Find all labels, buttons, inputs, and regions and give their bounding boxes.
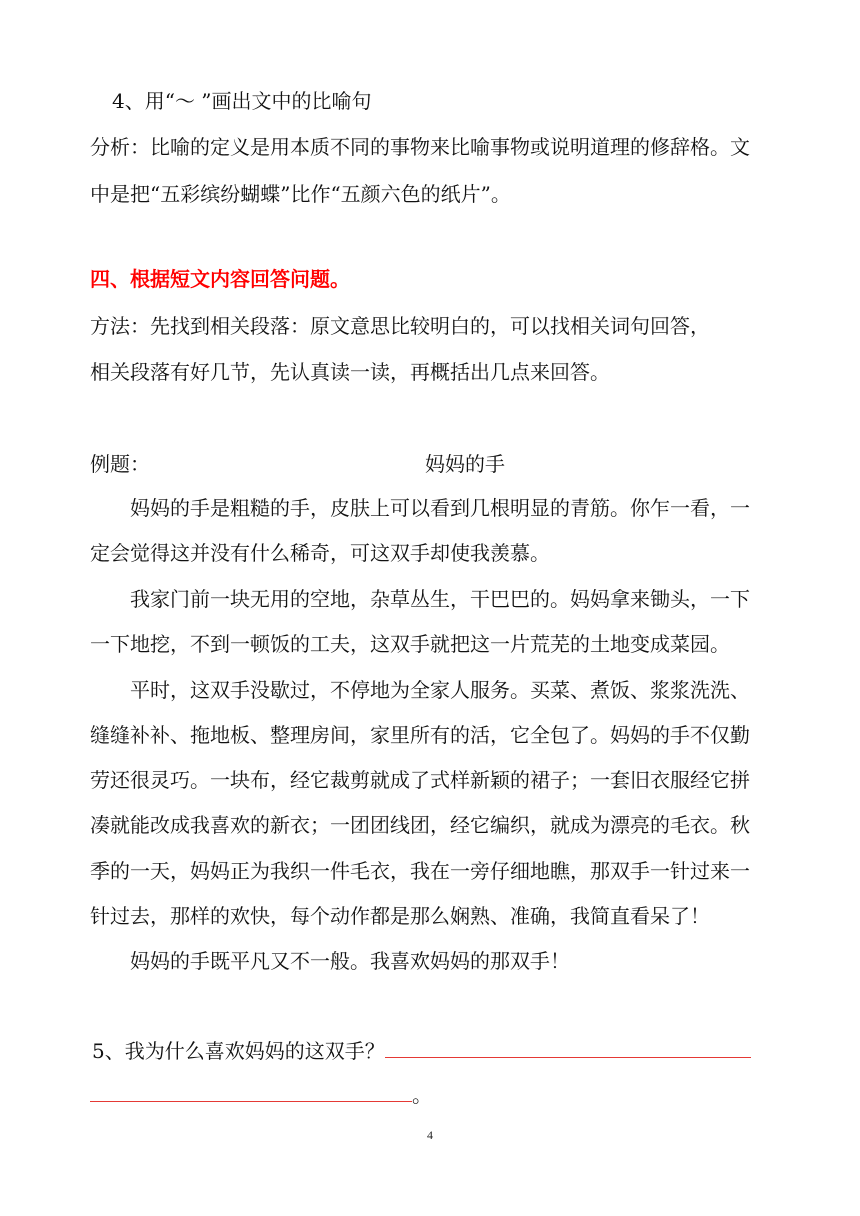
analysis-line-2: 中是把“五彩缤纷蝴蝶”比作“五颜六色的纸片”。 [90, 182, 511, 206]
method-line-1: 方法：先找到相关段落：原文意思比较明白的，可以找相关词句回答， [90, 314, 710, 338]
paragraph-1-line-2: 定会觉得这并没有什么稀奇，可这双手却使我羡慕。 [90, 541, 550, 565]
paragraph-4-line-1: 妈妈的手既平凡又不一般。我喜欢妈妈的那双手！ [130, 949, 570, 973]
section-4-heading: 四、根据短文内容回答问题。 [90, 267, 350, 291]
question-5-text: 5、我为什么喜欢妈妈的这双手？ [92, 1039, 385, 1063]
answer-blank-1[interactable] [385, 1039, 751, 1058]
question-4: 4、用“～ ”画出文中的比喻句 [112, 89, 372, 113]
paragraph-3-line-5: 季的一天，妈妈正为我织一件毛衣，我在一旁仔细地瞧，那双手一针过来一 [90, 859, 750, 883]
analysis-line-1: 分析：比喻的定义是用本质不同的事物来比喻事物或说明道理的修辞格。文 [90, 135, 750, 159]
paragraph-3-line-4: 凑就能改成我喜欢的新衣；一团团线团，经它编织，就成为漂亮的毛衣。秋 [90, 813, 750, 837]
paragraph-3-line-2: 缝缝补补、拖地板、整理房间，家里所有的活，它全包了。妈妈的手不仅勤 [90, 723, 750, 747]
answer-blank-2[interactable] [90, 1083, 412, 1102]
paragraph-3-line-6: 针过去，那样的欢快，每个动作都是那么娴熟、准确，我简直看呆了！ [90, 904, 710, 928]
paragraph-2-line-2: 一下地挖，不到一顿饭的工夫，这双手就把这一片荒芜的土地变成菜园。 [90, 632, 730, 656]
paragraph-3-line-1: 平时，这双手没歇过，不停地为全家人服务。买菜、煮饭、浆浆洗洗、 [130, 678, 750, 702]
question-5-end: 。 [412, 1083, 432, 1107]
story-title: 妈妈的手 [425, 452, 505, 476]
question-5 [92, 1038, 751, 1064]
paragraph-1-line-1: 妈妈的手是粗糙的手，皮肤上可以看到几根明显的青筋。你乍一看，一 [130, 496, 750, 520]
method-line-2: 相关段落有好几节，先认真读一读，再概括出几点来回答。 [90, 360, 610, 384]
question-5-continuation [90, 1082, 432, 1108]
paragraph-2-line-1: 我家门前一块无用的空地，杂草丛生，干巴巴的。妈妈拿来锄头，一下 [130, 587, 750, 611]
page-number: 4 [427, 1128, 433, 1142]
paragraph-3-line-3: 劳还很灵巧。一块布，经它裁剪就成了式样新颖的裙子；一套旧衣服经它拼 [90, 768, 750, 792]
example-label: 例题： [90, 452, 150, 476]
